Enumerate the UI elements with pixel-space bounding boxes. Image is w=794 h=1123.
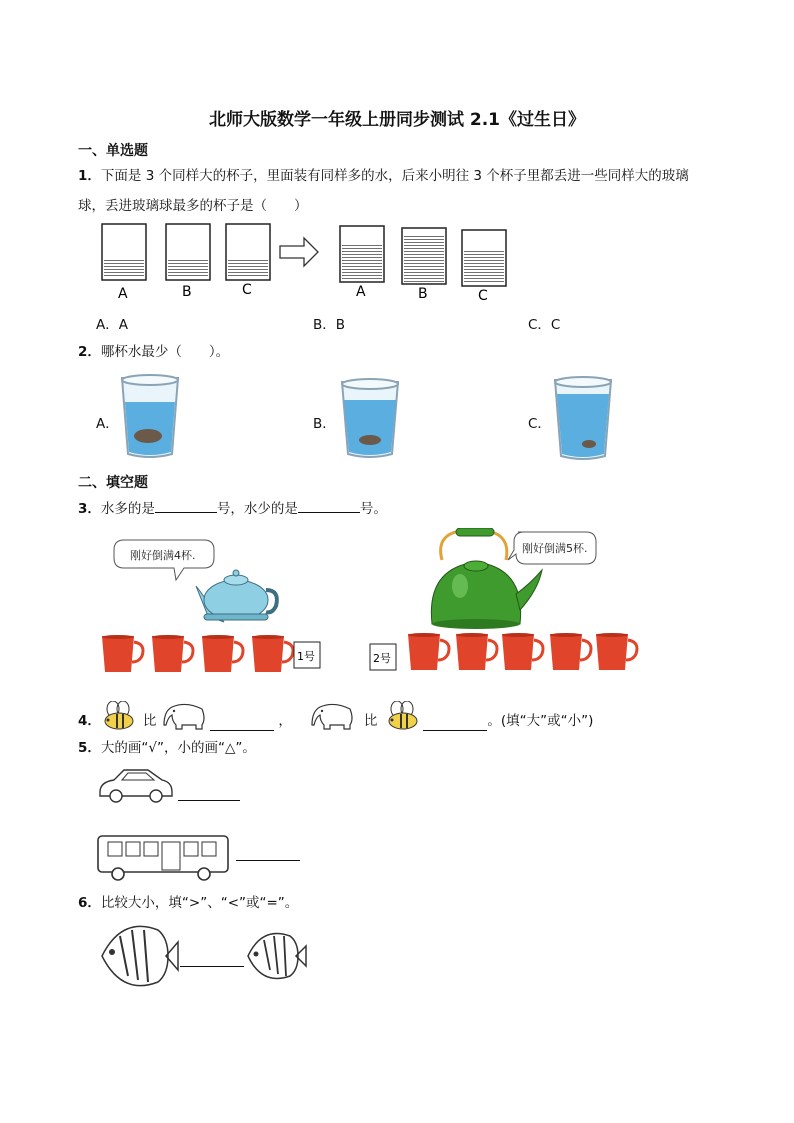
question-number: 4． xyxy=(78,713,101,729)
glass-b xyxy=(338,378,402,460)
question-text-a: 水多的是 xyxy=(100,501,155,517)
question-text-b: 号，水少的是 xyxy=(216,501,298,517)
question-text: 大的画“√”，小的画“△”。 xyxy=(100,740,256,756)
question-text-c: 号。 xyxy=(359,501,387,517)
beaker-b-before xyxy=(166,224,210,280)
arrow-right-icon xyxy=(280,238,318,266)
question-number: 1． xyxy=(78,168,101,184)
glass-c xyxy=(551,376,615,462)
question-text: 哪杯水最少（ ）。 xyxy=(100,344,230,360)
option-c[interactable]: C． xyxy=(528,416,551,432)
answer-blank[interactable] xyxy=(210,716,274,731)
small-fish-drawing xyxy=(244,926,308,988)
speech-bubble-2 xyxy=(508,532,596,564)
answer-blank-fish[interactable] xyxy=(180,966,244,967)
question-number: 5． xyxy=(78,740,101,756)
option-b[interactable]: B．B xyxy=(313,317,346,333)
bee-icon xyxy=(101,701,137,731)
elephant-icon xyxy=(162,701,208,731)
question-number: 3． xyxy=(78,501,101,517)
bubble-1-text: 刚好倒满4杯. xyxy=(130,549,196,562)
speech-bubble-1 xyxy=(114,540,214,580)
question-1 xyxy=(78,166,738,186)
question-text: 比较大小，填“>”、“<”或“=”。 xyxy=(100,895,299,911)
comma: ， xyxy=(278,713,292,729)
car-drawing xyxy=(96,766,176,806)
question-number: 2． xyxy=(78,344,101,360)
blue-teapot xyxy=(196,570,277,622)
beaker-label-a: A xyxy=(118,286,128,302)
option-c[interactable]: C．C xyxy=(528,317,561,333)
beaker-a-after xyxy=(340,226,384,282)
cups-group-1 xyxy=(102,635,293,672)
tag-2-text: 2号 xyxy=(373,652,391,665)
option-a[interactable]: A．A xyxy=(96,317,128,333)
kettles-figure xyxy=(96,528,656,678)
compare-word: 比 xyxy=(363,713,378,729)
option-b[interactable]: B． xyxy=(313,416,336,432)
tag-1-text: 1号 xyxy=(297,650,315,663)
answer-blank[interactable] xyxy=(423,716,487,731)
answer-blank[interactable] xyxy=(298,498,360,513)
question-text: 下面是 3 个同样大的杯子，里面装有同样多的水，后来小明往 3 个杯子里都丢进一些同样大的玻璃 xyxy=(100,168,689,184)
answer-blank[interactable] xyxy=(155,498,217,513)
page-title: 北师大版数学一年级上册同步测试 2.1《过生日》 xyxy=(208,110,586,130)
beakers-figure xyxy=(96,220,516,306)
question-5 xyxy=(78,738,256,758)
beaker-c-after xyxy=(462,230,506,286)
beaker-label-a-after: A xyxy=(356,284,366,300)
question-tail: 。(填“大”或“小”) xyxy=(487,713,594,729)
cups-group-2 xyxy=(408,633,637,670)
beaker-b-after xyxy=(402,228,446,284)
beaker-label-b-after: B xyxy=(418,286,428,302)
question-3 xyxy=(78,498,387,519)
question-6 xyxy=(78,893,298,913)
bus-drawing xyxy=(96,832,232,882)
section-heading-single-choice: 一、单选题 xyxy=(78,143,148,159)
answer-blank-car[interactable] xyxy=(178,800,240,801)
bubble-2-text: 刚好倒满5杯. xyxy=(522,542,588,555)
section-heading-fill-blank: 二、填空题 xyxy=(78,475,148,491)
beaker-label-b: B xyxy=(182,284,192,300)
beaker-c-before xyxy=(226,224,270,280)
beaker-label-c: C xyxy=(242,282,252,298)
question-2 xyxy=(78,342,229,362)
question-4 xyxy=(78,701,593,731)
question-number: 6． xyxy=(78,895,101,911)
bee-icon xyxy=(385,701,421,731)
option-a[interactable]: A． xyxy=(96,416,119,432)
elephant-icon xyxy=(310,701,356,731)
compare-word: 比 xyxy=(142,713,157,729)
beaker-label-c-after: C xyxy=(478,288,488,304)
big-fish-drawing xyxy=(96,916,180,996)
glass-a xyxy=(118,374,182,460)
answer-blank-bus[interactable] xyxy=(236,860,300,861)
beaker-a-before xyxy=(102,224,146,280)
question-1-line2: 球，丢进玻璃球最多的杯子是（ ） xyxy=(78,198,308,214)
